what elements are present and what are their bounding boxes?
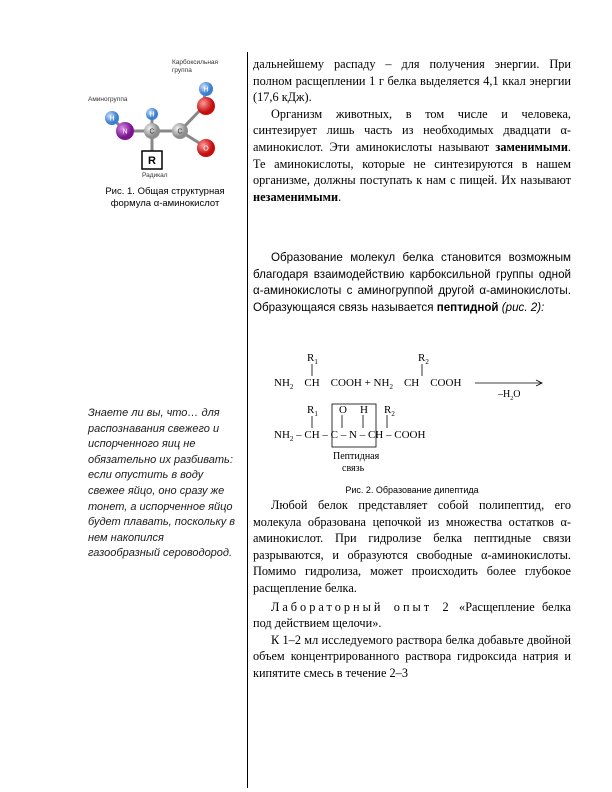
- reactant-cooh-b: COOH: [430, 377, 462, 389]
- radical-label: Радикал: [142, 172, 168, 179]
- amino-acid-diagram: [80, 56, 250, 186]
- lab-experiment-name: «Расщепление белка под действием щелочи».: [253, 599, 571, 631]
- p2-text-c: . Те аминокислоты, которые не синтезируются в нашем организме, должны поступать к нам с пищей. Их называют: [253, 139, 571, 188]
- r1-top-letter: R: [307, 352, 315, 364]
- r1-bottom-sub: 1: [314, 410, 318, 419]
- reactant-ch-b: CH: [403, 377, 420, 389]
- atom-label-h-right: H: [149, 111, 155, 119]
- r1-top-sub: 1: [314, 358, 318, 367]
- atom-label-c2: C: [177, 128, 183, 136]
- water-elimination-text: –H: [498, 389, 511, 400]
- term-nonessential: заменимыми: [495, 139, 568, 154]
- r2-top-sub: 2: [425, 358, 429, 367]
- text-block-peptide: [253, 250, 571, 316]
- product-nh: NH: [274, 429, 290, 441]
- r2-top-letter: R: [418, 352, 426, 364]
- atom-label-h-top: H: [203, 86, 209, 94]
- lab-experiment-title: Лабораторный опыт 2: [271, 599, 452, 614]
- atom-label-o: O: [203, 145, 209, 153]
- p2-text-a: Организм животных, в том числе и человека, синтезирует лишь часть из необходимых двадцати α-аминокислот. Эти аминокислоты называют: [253, 106, 571, 154]
- paragraph-energy: дальнейшему распаду – для получения энергии. При полном расщеплении 1 г белка выделяется 4,1 ккал энергии (17,6 кДж).: [253, 57, 571, 105]
- text-block-bottom: [253, 497, 571, 682]
- water-elimination-sub: 2: [510, 396, 514, 402]
- reactant-nh-b-sub: 2: [389, 383, 393, 392]
- figure1-caption: [82, 186, 248, 210]
- reactant-cooh-a: COOH + NH: [330, 377, 390, 389]
- p3-text-c: (рис. 2):: [498, 300, 545, 314]
- reactant-nh-a: NH: [274, 377, 290, 389]
- peptide-bond-label-2: связь: [342, 463, 365, 474]
- water-elimination: $-H_2O$: [498, 389, 521, 402]
- r2-bottom-letter: R: [384, 404, 392, 416]
- product-nh-sub: 2: [289, 435, 294, 444]
- atom-label-r: R: [148, 155, 156, 167]
- p3-text-a: Образование молекул белка становится возможным благодаря взаимодействию карбоксильной группы одной α-аминокислоты с аминогруппой другой α-аминокислоты. Образующаяся связь называется: [253, 251, 571, 314]
- term-essential: незаменимыми: [253, 189, 339, 204]
- o-atom: O: [339, 404, 347, 416]
- atom-label-h-left: H: [109, 115, 115, 123]
- amino-group-label: Аминогруппа: [88, 96, 128, 103]
- figure1-caption-line2: формула α-аминокислот: [110, 198, 220, 209]
- product-line: [274, 429, 425, 445]
- peptide-bond-label-1: Пептидная: [333, 451, 380, 462]
- figure1-caption-line1: Рис. 1. Общая структурная: [105, 186, 225, 197]
- paragraph-polypeptide: Любой белок представляет собой полипептид, его молекула образована цепочкой из множества остатков α-аминокислот. При гидролизе белка пептидные связи разрываются, и образуются свободные α-аминокислоты. Помимо гидролиза, может происходить более глубокое расщепление белка.: [253, 498, 571, 595]
- column-divider: [247, 52, 248, 788]
- carboxyl-label-1: Карбоксильная: [172, 59, 219, 66]
- atom-label-n: N: [122, 128, 128, 136]
- p2-text-e: .: [338, 189, 342, 204]
- r2-bottom-sub: 2: [391, 410, 395, 419]
- r1-bottom-letter: R: [307, 404, 315, 416]
- carboxyl-label-2: группа: [172, 67, 192, 74]
- oxygen-atom-hydroxyl: [197, 97, 215, 115]
- did-you-know-note: Знаете ли вы, что… для распознавания свежего и испорченного яиц не обязательно их разбивать: если опустить в воду свежее яйцо, оно сразу же тонет, а испорченное яйцо будет плавать, поскольку в нем накопился газообразный сероводород.: [88, 407, 236, 560]
- paragraph-essential-amino-acids: [253, 106, 571, 206]
- reactant-nh-a-sub: 2: [289, 383, 294, 392]
- paragraph-procedure: К 1–2 мл исследуемого раствора белка добавьте двойной объем концентрированного раствора гидроксида натрия и кипятите смесь в течение 2–3: [253, 632, 571, 680]
- text-block-top: [253, 56, 571, 205]
- paragraph-lab-experiment: [253, 599, 571, 632]
- reactant-line: [274, 377, 461, 393]
- term-peptide: пептидной: [436, 300, 499, 314]
- product-chain: – CH – C – N – CH – COOH: [293, 429, 426, 441]
- figure2-caption: Рис. 2. Образование дипептида: [345, 485, 479, 495]
- paragraph-peptide-bond: [253, 250, 571, 316]
- figure-amino-acid-structure: [80, 56, 250, 206]
- reactant-ch-a: CH: [304, 377, 320, 389]
- atom-label-c1: C: [149, 128, 155, 136]
- h-atom: H: [360, 404, 368, 416]
